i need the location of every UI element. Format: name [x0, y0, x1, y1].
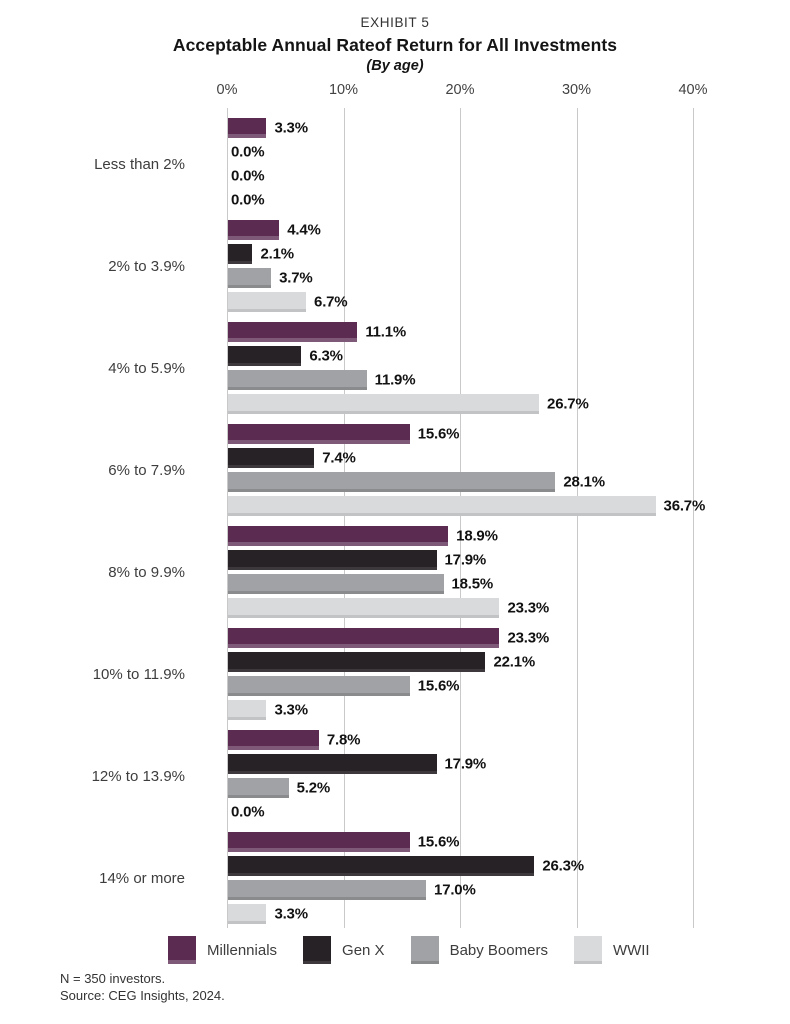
bar-track — [228, 268, 694, 288]
axis-tick-label: 30% — [561, 82, 592, 98]
category-group-6-to-7-9 — [0, 424, 790, 516]
bar-row — [228, 268, 768, 288]
axis-tick-label: 40% — [678, 82, 708, 98]
bar-baby-boomers — [228, 880, 426, 900]
bar-track — [228, 472, 694, 492]
bar-baby-boomers — [228, 370, 367, 390]
bar-millennials — [228, 118, 266, 138]
category-bars — [228, 118, 768, 210]
bar-row — [228, 496, 768, 516]
bar-value-label: 15.6% — [417, 833, 460, 851]
category-bars — [228, 424, 768, 516]
bar-track — [228, 322, 694, 342]
legend-label: Baby Boomers — [449, 941, 548, 959]
bar-value-label: 17.0% — [434, 881, 476, 899]
category-label: Less than 2% — [94, 155, 185, 173]
bar-track — [228, 598, 694, 618]
legend-item-gen-x — [303, 936, 385, 964]
bar-row — [228, 370, 768, 390]
category-label: 6% to 7.9% — [108, 461, 185, 479]
bar-value-label: 17.9% — [444, 755, 487, 773]
bar-track — [228, 496, 706, 516]
bar-row — [228, 676, 768, 696]
category-group-2-to-3-9 — [0, 220, 790, 312]
bar-row — [228, 754, 768, 774]
bar-track — [228, 730, 694, 750]
bar-baby-boomers — [228, 268, 271, 288]
category-bars — [228, 730, 768, 822]
bar-row — [228, 220, 768, 240]
bar-track — [228, 118, 694, 138]
bar-value-label: 0.0% — [231, 191, 265, 209]
bar-row — [228, 730, 768, 750]
bar-groups — [0, 118, 790, 934]
bar-row — [228, 142, 768, 162]
bar-value-label: 3.7% — [279, 269, 313, 287]
bar-gen-x — [228, 550, 437, 570]
bar-track — [228, 244, 694, 264]
bar-millennials — [228, 322, 357, 342]
bar-value-label: 28.1% — [563, 473, 605, 491]
category-bars — [228, 832, 768, 924]
category-label: 12% to 13.9% — [91, 767, 185, 785]
bar-value-label: 0.0% — [231, 803, 265, 821]
legend — [168, 936, 676, 964]
bar-track — [228, 880, 694, 900]
bar-track — [228, 652, 694, 672]
bar-gen-x — [228, 754, 437, 774]
bar-millennials — [228, 220, 279, 240]
bar-track — [228, 676, 694, 696]
chart-subtitle: (By age) — [366, 58, 424, 74]
bar-track — [228, 754, 694, 774]
bar-row — [228, 904, 768, 924]
bar-value-label: 22.1% — [493, 653, 535, 671]
bar-millennials — [228, 628, 499, 648]
chart-title: Acceptable Annual Rateof Return for All Investments — [172, 35, 618, 55]
bar-track — [228, 550, 694, 570]
bar-baby-boomers — [228, 676, 410, 696]
bar-row — [228, 832, 768, 852]
bar-row — [228, 394, 768, 414]
legend-label: Millennials — [207, 941, 278, 959]
bar-row — [228, 448, 768, 468]
bar-value-label: 26.7% — [547, 395, 589, 413]
category-group-10-to-11-9 — [0, 628, 790, 720]
bar-millennials — [228, 424, 410, 444]
bar-row — [228, 244, 768, 264]
category-bars — [228, 526, 768, 618]
bar-row — [228, 424, 768, 444]
bar-value-label: 18.9% — [456, 527, 498, 545]
bar-row — [228, 880, 768, 900]
bar-row — [228, 856, 768, 876]
category-group-less-than-2 — [0, 118, 790, 210]
bar-track — [228, 832, 694, 852]
bar-baby-boomers — [228, 778, 289, 798]
bar-value-label: 26.3% — [542, 857, 584, 875]
bar-value-label: 17.9% — [444, 551, 487, 569]
bar-row — [228, 574, 768, 594]
bar-row — [228, 700, 768, 720]
axis-tick-label: 0% — [216, 82, 238, 98]
bar-value-label: 4.4% — [287, 221, 321, 239]
bar-value-label: 15.6% — [417, 677, 460, 695]
bar-track — [228, 526, 694, 546]
bar-gen-x — [228, 346, 301, 366]
bar-value-label: 7.8% — [326, 731, 361, 749]
exhibit-label: EXHIBIT 5 — [360, 15, 430, 30]
bar-track — [228, 802, 694, 822]
bar-track — [228, 292, 694, 312]
bar-value-label: 0.0% — [231, 143, 265, 161]
bar-track — [228, 904, 694, 924]
bar-value-label: 18.5% — [451, 575, 494, 593]
legend-swatch-gen-x — [303, 936, 331, 964]
bar-wwii — [228, 904, 266, 924]
bar-baby-boomers — [228, 574, 444, 594]
bar-value-label: 3.3% — [274, 701, 308, 719]
bar-track — [228, 346, 694, 366]
bar-row — [228, 322, 768, 342]
bar-millennials — [228, 832, 410, 852]
bar-value-label: 6.7% — [314, 293, 348, 311]
bar-track — [228, 220, 694, 240]
bar-gen-x — [228, 448, 314, 468]
bar-gen-x — [228, 652, 485, 672]
legend-label: WWII — [612, 941, 650, 959]
category-group-8-to-9-9 — [0, 526, 790, 618]
bar-gen-x — [228, 856, 534, 876]
bar-row — [228, 526, 768, 546]
bar-row — [228, 550, 768, 570]
bar-row — [228, 598, 768, 618]
bar-track — [228, 370, 694, 390]
bar-wwii — [228, 292, 306, 312]
bar-row — [228, 292, 768, 312]
bar-value-label: 23.3% — [507, 599, 549, 617]
bar-wwii — [228, 394, 539, 414]
bar-track — [228, 142, 694, 162]
legend-item-millennials — [168, 936, 277, 964]
bar-track — [228, 856, 694, 876]
bar-millennials — [228, 526, 448, 546]
bar-wwii — [228, 700, 266, 720]
category-bars — [228, 322, 768, 414]
bar-track — [228, 190, 694, 210]
bar-row — [228, 778, 768, 798]
bar-value-label: 2.1% — [260, 245, 294, 263]
footer — [60, 971, 225, 1004]
category-group-4-to-5-9 — [0, 322, 790, 414]
category-group-12-to-13-9 — [0, 730, 790, 822]
bar-value-label: 5.2% — [296, 779, 330, 797]
bar-value-label: 15.6% — [417, 425, 460, 443]
axis-tick-label: 10% — [328, 82, 359, 98]
bar-track — [228, 448, 694, 468]
bar-value-label: 23.3% — [507, 629, 549, 647]
bar-row — [228, 802, 768, 822]
bar-value-label: 11.9% — [374, 371, 416, 389]
bar-row — [228, 190, 768, 210]
bar-track — [228, 424, 694, 444]
category-label: 2% to 3.9% — [108, 257, 185, 275]
bar-baby-boomers — [228, 472, 555, 492]
bar-wwii — [228, 598, 499, 618]
title-block — [0, 0, 790, 74]
bar-wwii — [228, 496, 656, 516]
bar-value-label: 3.3% — [274, 119, 308, 137]
bar-row — [228, 118, 768, 138]
axis-tick-label: 20% — [445, 82, 475, 98]
legend-swatch-wwii — [574, 936, 602, 964]
bar-track — [228, 166, 694, 186]
bar-value-label: 7.4% — [322, 449, 356, 467]
bar-value-label: 3.3% — [274, 905, 308, 923]
bar-row — [228, 628, 768, 648]
bar-row — [228, 652, 768, 672]
sample-note: N = 350 investors. — [60, 971, 166, 986]
legend-item-wwii — [574, 936, 650, 964]
bar-gen-x — [228, 244, 252, 264]
category-bars — [228, 628, 768, 720]
bar-track — [228, 778, 694, 798]
category-group-14-or-more — [0, 832, 790, 924]
bar-row — [228, 166, 768, 186]
category-label: 14% or more — [99, 869, 185, 887]
category-bars — [228, 220, 768, 312]
category-label: 10% to 11.9% — [92, 665, 185, 683]
bar-track — [228, 574, 694, 594]
legend-item-baby-boomers — [411, 936, 548, 964]
category-label: 8% to 9.9% — [108, 563, 185, 581]
legend-label: Gen X — [342, 941, 385, 959]
legend-swatch-millennials — [168, 936, 196, 964]
bar-row — [228, 346, 768, 366]
bar-value-label: 36.7% — [663, 497, 706, 515]
source-note: Source: CEG Insights, 2024. — [60, 987, 225, 1003]
bar-track — [228, 628, 694, 648]
bar-millennials — [228, 730, 319, 750]
bar-value-label: 6.3% — [309, 347, 343, 365]
bar-value-label: 11.1% — [365, 323, 407, 341]
category-label: 4% to 5.9% — [108, 359, 185, 377]
bar-value-label: 0.0% — [231, 167, 265, 185]
legend-swatch-baby-boomers — [411, 936, 439, 964]
bar-track — [228, 394, 694, 414]
bar-row — [228, 472, 768, 492]
bar-track — [228, 700, 694, 720]
